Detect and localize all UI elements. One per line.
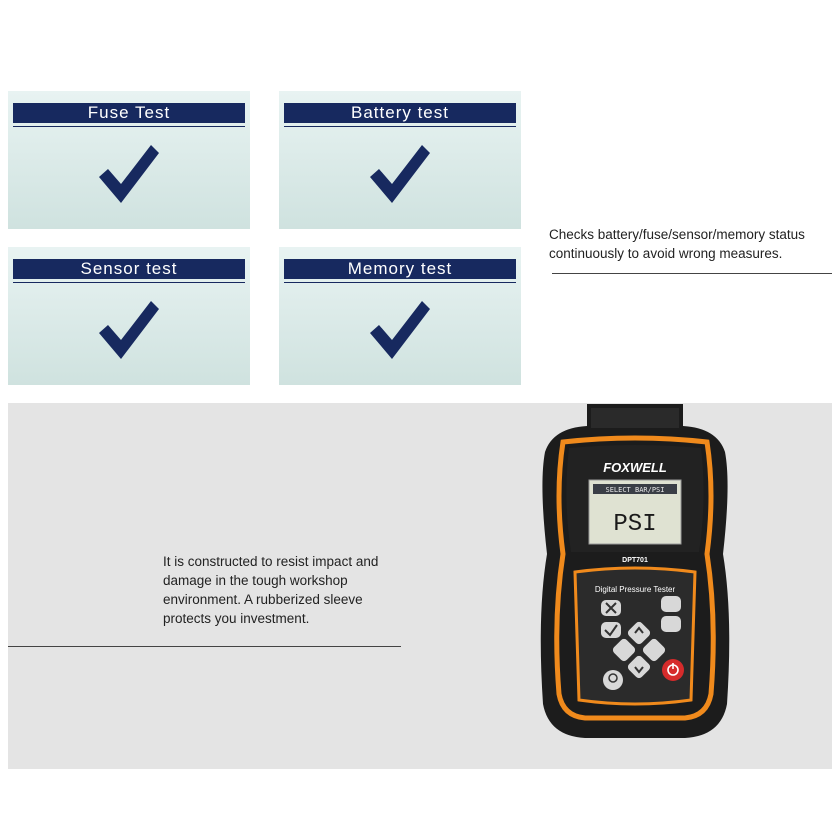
- durability-description: It is constructed to resist impact and damage in the tough workshop environment. A rubberized sleeve protects you investment.: [163, 554, 379, 626]
- divider: [8, 646, 401, 647]
- device-panel-title: Digital Pressure Tester: [594, 585, 676, 594]
- sensor-test-card: [8, 247, 250, 385]
- card-title: Sensor test: [13, 259, 245, 279]
- battery-test-card: [279, 91, 521, 229]
- device-screen-value: PSI: [613, 511, 657, 538]
- card-title: Battery test: [284, 103, 516, 123]
- card-title: Memory test: [284, 259, 516, 279]
- card-title: Fuse Test: [13, 103, 245, 123]
- divider: [284, 282, 516, 283]
- checkmark-icon: [368, 299, 432, 361]
- divider: [552, 273, 832, 274]
- device-model: DPT701: [622, 557, 648, 564]
- checkmark-icon: [97, 143, 161, 205]
- status-description: Checks battery/fuse/sensor/memory status continuously to avoid wrong measures.: [549, 227, 805, 261]
- divider: [284, 126, 516, 127]
- checkmark-icon: [368, 143, 432, 205]
- pressure-tester-device: [535, 404, 735, 740]
- divider: [13, 282, 245, 283]
- device-screen-header: SELECT BAR/PSI: [605, 486, 665, 494]
- fuse-test-card: [8, 91, 250, 229]
- checkmark-icon: [97, 299, 161, 361]
- divider: [13, 126, 245, 127]
- memory-test-card: [279, 247, 521, 385]
- device-brand: FOXWELL: [603, 460, 667, 475]
